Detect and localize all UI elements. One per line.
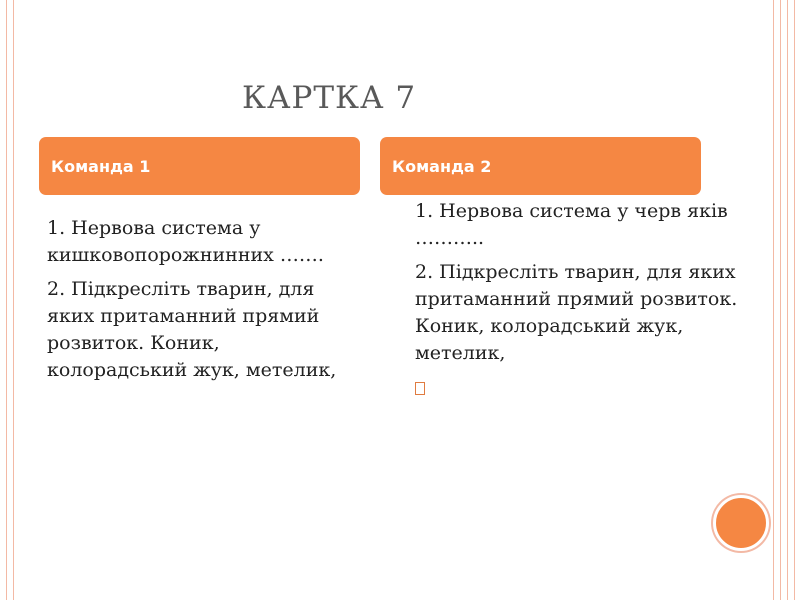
empty-bullet-icon bbox=[415, 382, 425, 395]
team-1-content bbox=[47, 215, 362, 391]
team-1-header-label: Команда 1 bbox=[51, 156, 151, 176]
team-2-content bbox=[415, 198, 775, 403]
team-2-question-2: 2. Підкресліть тварин, для яких притаманний прямий розвиток. Коник, колорадський жук, метелик, bbox=[415, 261, 738, 364]
team-1-header bbox=[39, 137, 360, 195]
orange-circle-icon bbox=[713, 495, 769, 551]
right-frame-line bbox=[773, 0, 795, 600]
team-1-question-2: 2. Підкресліть тварин, для яких притаманний прямий розвиток. Коник, колорадський жук, метелик, bbox=[47, 278, 337, 381]
left-frame-line bbox=[6, 0, 14, 600]
team-1-question-1: 1. Нервова система у кишковопорожнинних ……. bbox=[47, 217, 324, 266]
slide-title: КАРТКА 7 bbox=[242, 80, 417, 116]
team-2-header bbox=[380, 137, 701, 195]
team-2-question-1: 1. Нервова система у черв яків ……….. bbox=[415, 200, 728, 249]
team-2-header-label: Команда 2 bbox=[392, 156, 492, 176]
